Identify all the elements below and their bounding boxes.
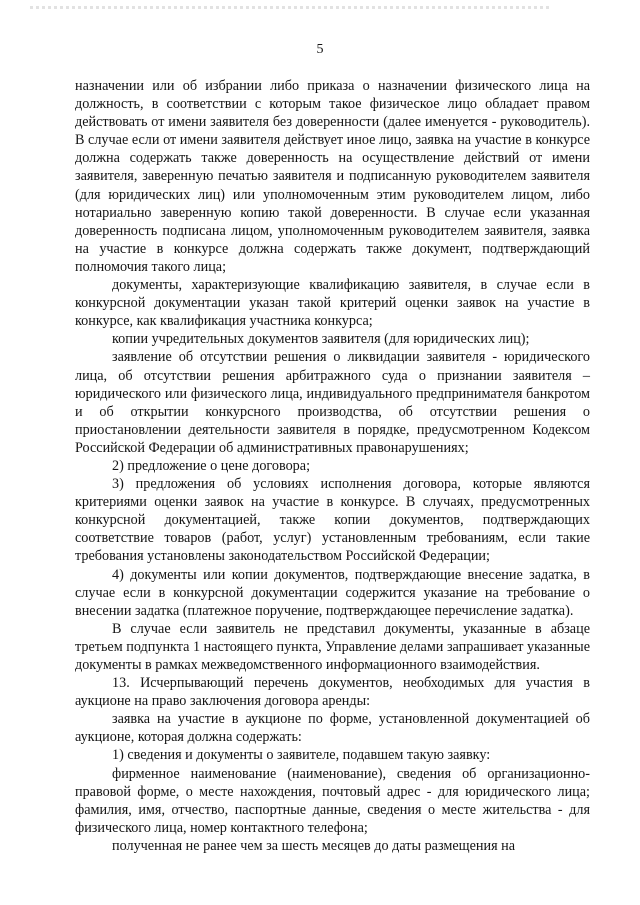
paragraph-no-liquidation-statement: заявление об отсутствии решения о ликвидации заявителя - юридического лица, об отсутствии решения арбитражного суда о признании заявителя – юридического или физического лица, индивидуального предпринимателя банкротом и об открытии конкурсного производства, об отсутствии решения о приостановлении деятельности заявителя в порядке, предусмотренном Кодексом Российской Федерации об административных правонарушениях;	[75, 349, 590, 456]
paragraph-item-13: 13. Исчерпывающий перечень документов, необходимых для участия в аукционе на право заключения договора аренды:	[75, 675, 590, 710]
paragraph-founding-documents: копии учредительных документов заявителя (для юридических лиц);	[112, 331, 530, 348]
paragraph-company-details: фирменное наименование (наименование), сведения об организационно-правовой форме, о месте нахождения, почтовый адрес - для юридического лица; фамилия, имя, отчество, паспортные данные, сведения о месте жительства - для физического лица, номер контактного телефона;	[75, 765, 590, 836]
paragraph-representative-authority: назначении или об избрании либо приказа о назначении физического лица на должность, в соответствии с которым такое физическое лицо обладает правом действовать от имени заявителя без доверенности (далее именуется - руководитель). В случае если от имени заявителя действует иное лицо, заявка на участие в конкурсе должна содержать также доверенность на осуществление действий от имени заявителя, заверенную печатью заявителя и подписанную руководителем заявителя (для юридических лиц) или уполномоченным этим руководителем лицом, либо нотариально заверенную копию такой доверенности. В случае если указанная доверенность подписана лицом, уполномоченным руководителем заявителя, заявка на участие в конкурсе должна содержать также документ, подтверждающий полномочия такого лица;	[75, 78, 590, 275]
paragraph-qualification-documents: документы, характеризующие квалификацию заявителя, в случае если в конкурсной документации указан такой критерий оценки заявок на участие в конкурсе, как квалификация участника конкурса;	[75, 277, 590, 330]
paragraph-auction-application: заявка на участие в аукционе по форме, установленной документацией об аукционе, которая должна содержать:	[75, 711, 590, 746]
scan-header-artifact	[30, 6, 550, 9]
paragraph-interagency-request: В случае если заявитель не представил документы, указанные в абзаце третьем подпункта 1 настоящего пункта, Управление делами запрашивает указанные документы в рамках межведомственного информационного взаимодействия.	[75, 620, 590, 673]
paragraph-contract-terms: 3) предложения об условиях исполнения договора, которые являются критериями оценки заявок на участие в конкурсе. В случаях, предусмотренных конкурсной документацией, также копии документов, подтверждающих соответствие товаров (работ, услуг) установленным требованиям, если такие требования установлены законодательством Российской Федерации;	[75, 476, 590, 565]
document-body	[75, 77, 590, 855]
paragraph-received-extract: полученная не ранее чем за шесть месяцев до даты размещения на	[112, 837, 516, 854]
paragraph-applicant-info: 1) сведения и документы о заявителе, подавшем такую заявку:	[112, 747, 491, 764]
paragraph-deposit-documents: 4) документы или копии документов, подтверждающие внесение задатка, в случае если в конкурсной документации содержится указание на требование о внесении задатка (платежное поручение, подтверждающее перечисление задатка).	[75, 566, 590, 619]
paragraph-price-offer: 2) предложение о цене договора;	[112, 457, 311, 474]
page-number: 5	[316, 42, 324, 57]
